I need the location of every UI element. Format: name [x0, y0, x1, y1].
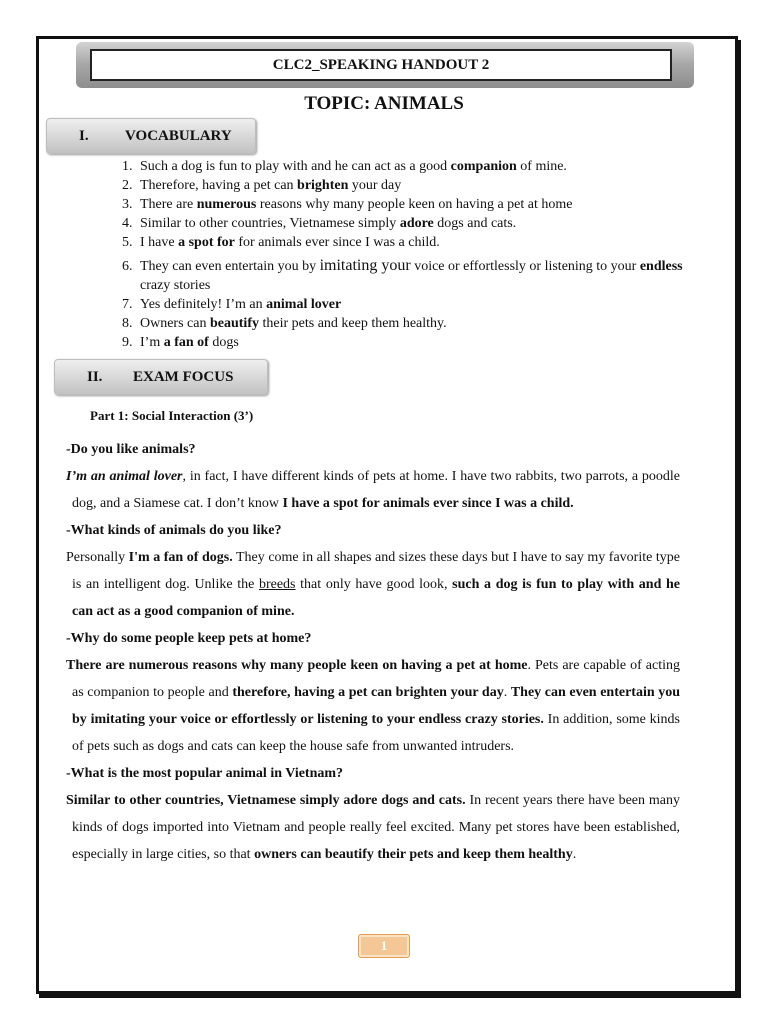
vocab-item: 2. Therefore, having a pet can brighten your day: [136, 176, 716, 195]
vocab-item: 5. I have a spot for for animals ever since I was a child.: [136, 233, 716, 252]
topic-title: TOPIC: ANIMALS: [304, 93, 464, 114]
section-vocabulary: [46, 118, 256, 154]
question: -Why do some people keep pets at home?: [66, 631, 312, 646]
section-exam-focus: [54, 359, 268, 395]
vocab-item: 9. I’m a fan of dogs: [136, 333, 716, 352]
vocab-item: 7. Yes definitely! I’m an animal lover: [136, 295, 716, 314]
vocab-item: 4. Similar to other countries, Vietnamese simply adore dogs and cats.: [136, 214, 716, 233]
question: -Do you like animals?: [66, 442, 196, 457]
handout-title: CLC2_SPEAKING HANDOUT 2: [90, 49, 672, 81]
answer: I’m an animal lover, in fact, I have different kinds of pets at home. I have two rabbits, two parrots, a poodle dog, and a Siamese cat. I don’t know I have a spot for animals ever since I was a child.: [66, 469, 680, 511]
section-number: II.: [87, 368, 103, 385]
answer: There are numerous reasons why many people keen on having a pet at home. Pets are capable of acting as companion to people and therefore, having a pet can brighten your day. They can even entertain you by imitating your voice or effortlessly or listening to your endless crazy stories. In addition, some kinds of pets such as dogs and cats can keep the house safe from unwanted intruders.: [66, 658, 681, 754]
question: -What kinds of animals do you like?: [66, 523, 282, 538]
vocab-item: 6. They can even entertain you by imitating your voice or effortlessly or listening to your endless crazy stories: [136, 256, 716, 295]
vocab-item: 8. Owners can beautify their pets and keep them healthy.: [136, 314, 716, 333]
qa-body: [66, 436, 680, 868]
answer: Similar to other countries, Vietnamese simply adore dogs and cats. In recent years there have been many kinds of dogs imported into Vietnam and people really feel excited. Many pet stores have been established, especially in large cities, so that owners can beautify their pets and keep them healthy.: [66, 793, 680, 862]
part-title: Part 1: Social Interaction (3’): [90, 408, 254, 423]
page-number: 1: [358, 934, 410, 958]
section-label: VOCABULARY: [125, 127, 232, 144]
vocabulary-list: [112, 157, 716, 352]
question: -What is the most popular animal in Vietnam?: [66, 766, 344, 781]
vocab-item: 1. Such a dog is fun to play with and he can act as a good companion of mine.: [136, 157, 716, 176]
section-number: I.: [79, 127, 89, 144]
answer: Personally I'm a fan of dogs. They come in all shapes and sizes these days but I have to say my favorite type is an intelligent dog. Unlike the breeds that only have good look, such a dog is fun to play with and he can act as a good companion of mine.: [66, 550, 681, 619]
section-label: EXAM FOCUS: [133, 368, 234, 385]
vocab-item: 3. There are numerous reasons why many people keen on having a pet at home: [136, 195, 716, 214]
